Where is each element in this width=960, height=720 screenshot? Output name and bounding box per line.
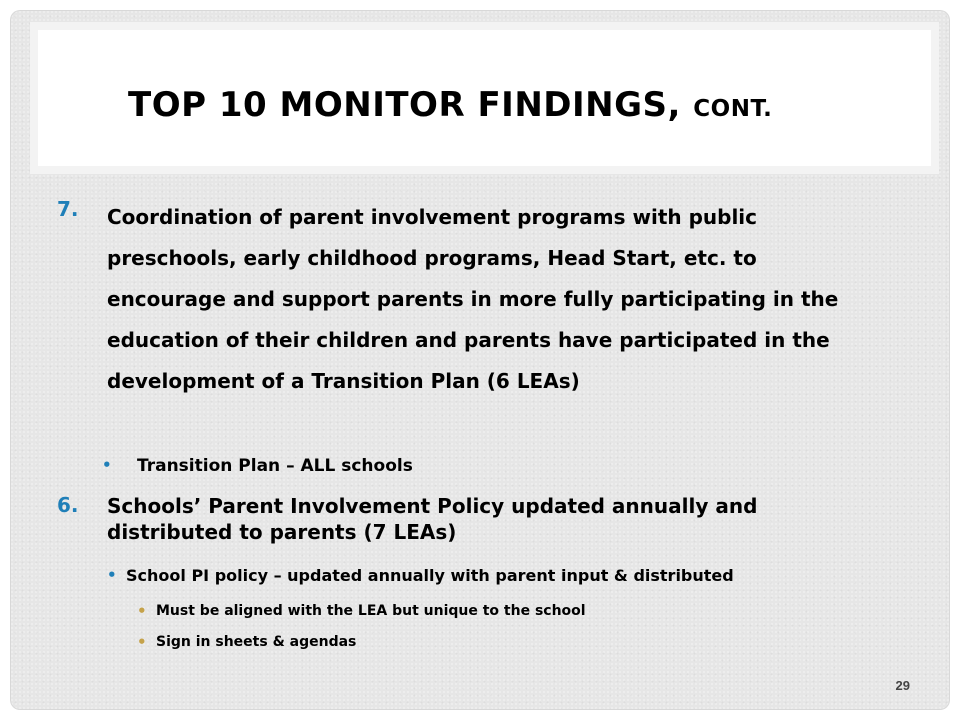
bullet-icon: • [107, 566, 117, 584]
sub-sub-bullet-sign-in: Sign in sheets & agendas [156, 634, 357, 650]
bullet-icon: • [102, 456, 112, 474]
title-main: TOP 10 MONITOR FINDINGS, [128, 85, 694, 125]
item-7-text: Coordination of parent involvement programs with public preschools, early childhood programs, Head Start, etc. to encourage and support parents in more fully participating in the education of their children and parents have participated in the development of a Transition Plan (6 LEAs) [107, 205, 839, 393]
item-6-text: Schools’ Parent Involvement Policy updated annually and distributed to parents (7 LEAs) [107, 494, 758, 544]
title-cont: CONT. [693, 96, 773, 122]
slide [10, 10, 950, 710]
bullet-icon: • [137, 633, 147, 651]
item-6-number: 6. [57, 493, 79, 517]
list-item-6 [57, 493, 877, 545]
sub-bullet-pi-policy: School PI policy – updated annually with parent input & distributed [126, 566, 734, 585]
page-number: 29 [895, 678, 910, 693]
item-7-number: 7. [57, 197, 79, 221]
slide-content [10, 10, 950, 710]
sub-bullet-transition-plan: Transition Plan – ALL schools [137, 456, 413, 476]
sub-sub-bullet-aligned: Must be aligned with the LEA but unique to the school [156, 603, 586, 619]
list-item-7 [57, 197, 857, 402]
bullet-icon: • [137, 602, 147, 620]
